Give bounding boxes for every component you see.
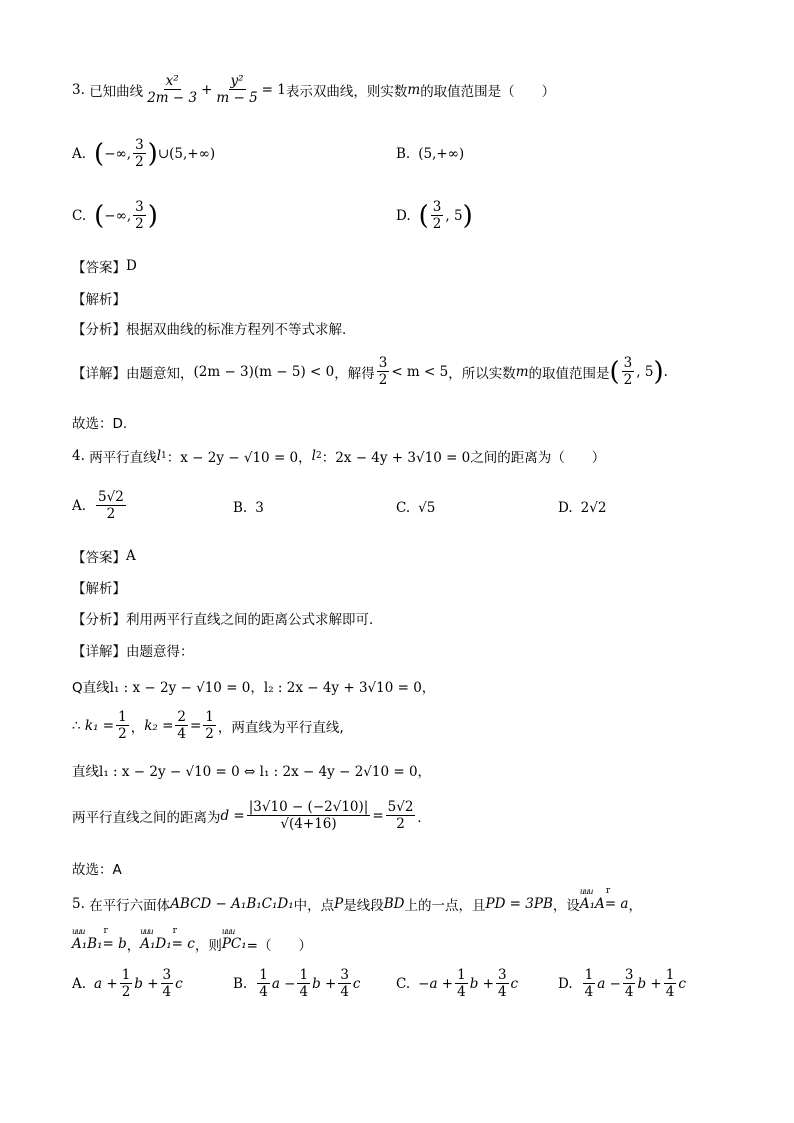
q5-option-a-f1-den: 2 — [121, 984, 131, 1001]
q3-fenxi-text: 根据双曲线的标准方程列不等式求解. — [126, 322, 347, 338]
q3-option-d-post: , 5 — [445, 207, 463, 224]
q4-option-a-frac — [96, 490, 126, 521]
q4-option-a-den: 2 — [106, 506, 116, 523]
q3-option-b[interactable] — [396, 146, 464, 162]
q4-step1-eq: l₁ : x − 2y − √10 = 0，l₂ : 2x − 4y + 3√10 = 0， — [109, 680, 436, 696]
q5-option-d-f1-den: 4 — [584, 984, 594, 1001]
paren-open: ( — [609, 356, 620, 387]
q3-detail-frac-num: 3 — [378, 355, 388, 371]
q3-option-d-frac — [431, 200, 444, 231]
paren-close: ) — [147, 138, 158, 169]
fenxi-tag: 【分析】 — [72, 322, 126, 338]
q5-option-d-t3: c — [678, 975, 686, 992]
q4-step2-pre: ∴ — [72, 717, 81, 734]
q3-stem-post: 表示双曲线，则实数 — [285, 83, 408, 100]
q5-option-a-f2 — [161, 968, 174, 999]
q3-stem — [72, 74, 734, 105]
q3-option-b-text: (5,+∞) — [418, 146, 465, 162]
q4-step4-den: √(4+16) — [280, 816, 337, 833]
q5-option-b-f2 — [297, 968, 310, 999]
q3-detail-res-post: , 5 — [636, 363, 654, 380]
q3-detail-res-frac — [622, 356, 635, 387]
q3-var-m: m — [407, 81, 421, 98]
q3-option-d-frac-den: 2 — [432, 216, 442, 233]
answer-tag: 【答案】 — [72, 550, 126, 566]
q4-detail — [72, 640, 734, 660]
q5-vec-pc1: uuu PC₁ — [222, 936, 247, 952]
q3-eq1: = 1 — [261, 81, 286, 98]
q4-answer-value: A — [126, 548, 136, 564]
q5-stem-line1 — [72, 894, 734, 914]
q4-option-d-label: D. — [558, 500, 573, 516]
q3-option-c[interactable] — [72, 200, 158, 231]
q3-option-a-post: ∪(5,+∞) — [157, 145, 216, 162]
q4-stem-end: 之间的距离为（ ） — [470, 450, 606, 466]
q5-option-b-t3: c — [352, 975, 361, 992]
q5-vec-a1b1: uuu A₁B₁ — [72, 936, 103, 952]
q4-step2-k1-frac — [116, 710, 129, 741]
q5-option-a-t3: c — [175, 975, 183, 992]
q5-option-d-f3 — [664, 968, 677, 999]
q5-option-a-label: A. — [72, 975, 87, 992]
q3-detail-range: < m < 5 — [391, 363, 449, 380]
q5-option-b-t2: b + — [312, 975, 337, 992]
q4-option-d-text: 2√2 — [580, 500, 607, 516]
q4-step2 — [72, 710, 734, 741]
q5-number: 5. — [72, 896, 85, 912]
q4-step4-end: ． — [417, 809, 431, 826]
q4-stem — [72, 446, 734, 466]
q5-stem-pre: 在平行六面体 — [89, 898, 171, 914]
q3-option-a-frac-num: 3 — [135, 137, 144, 153]
q3-option-a-pre: −∞, — [104, 145, 132, 162]
q4-step4-eq: = — [372, 807, 384, 824]
q5-pd: PD = 3PB — [485, 896, 553, 912]
q3-stem-end: 的取值范围是（ ） — [420, 83, 556, 100]
q4-option-a[interactable] — [72, 490, 128, 521]
q3-detail-res-num: 3 — [623, 355, 633, 371]
q5-option-c-t1: b + — [469, 975, 494, 992]
q4-step3-eq: l₁ : x − 2y − √10 = 0 ⇔ l₁ : 2x − 4y − 2√10 = 0， — [99, 764, 432, 780]
q4-l2-sub: 2 — [315, 451, 322, 461]
q3-stem-pre: 已知曲线 — [89, 83, 144, 100]
q4-option-b[interactable] — [233, 500, 264, 516]
q4-choose-text: 故选：A — [72, 862, 122, 878]
q3-choose — [72, 412, 734, 432]
q5-option-d-f1 — [583, 968, 596, 999]
q3-frac2-num: y² — [230, 73, 244, 89]
q4-option-c[interactable] — [396, 500, 435, 516]
q5-option-c-f2-num: 3 — [497, 967, 507, 983]
q4-detail-intro: 由题意得： — [126, 644, 194, 660]
q5-option-b-f2-num: 1 — [299, 967, 309, 983]
paren-close: ) — [147, 200, 158, 231]
q3-detail-mid: ，解得 — [334, 365, 375, 382]
q5-option-a-t1: a + — [94, 975, 118, 992]
q5-eq-c: r = c — [172, 936, 195, 952]
q3-frac1-den: 2m − 3 — [147, 90, 198, 107]
q4-step4-d: d = — [220, 807, 245, 824]
q4-step4-num: |3√10 − (−2√10)| — [248, 799, 369, 815]
q4-step2-k2b-frac — [203, 710, 216, 741]
q3-answer — [72, 256, 734, 276]
q3-detail-post: ，所以实数 — [448, 365, 516, 382]
q4-choose — [72, 858, 734, 878]
q5-option-d-label: D. — [558, 975, 573, 992]
q3-option-b-label: B. — [396, 146, 411, 162]
q3-analysis — [72, 288, 734, 308]
q5-stem-line2 — [72, 934, 734, 954]
q4-option-b-label: B. — [233, 500, 248, 516]
q4-step3 — [72, 760, 734, 780]
q5-option-b-t1: a − — [271, 975, 296, 992]
q4-fenxi-text: 利用两平行直线之间的距离公式求解即可． — [126, 612, 383, 628]
q5-option-c-label: C. — [396, 975, 411, 992]
q4-option-b-text: 3 — [255, 500, 264, 516]
q5-option-b-f1-den: 4 — [259, 984, 268, 1001]
q3-detail-pre: 由题意知， — [126, 365, 194, 382]
q5-option-b-f3-den: 4 — [340, 984, 349, 1001]
q4-step2-k2b-num: 1 — [205, 709, 214, 725]
q5-segment-bd: BD — [383, 896, 405, 912]
q4-step2-post: ，两直线为平行直线, — [217, 719, 344, 736]
q5-option-d-f2-den: 4 — [624, 984, 634, 1001]
q4-l2: l — [311, 448, 316, 464]
q5-stem-mid: 中，点 — [293, 898, 335, 914]
q5-option-a[interactable] — [72, 968, 183, 999]
q3-option-d[interactable] — [396, 200, 473, 231]
fenxi-tag: 【分析】 — [72, 612, 126, 628]
q5-option-a-f2-num: 3 — [162, 967, 172, 983]
q4-fenxi — [72, 608, 734, 628]
q5-option-d-t1: a − — [597, 975, 621, 992]
q3-option-c-frac — [133, 200, 146, 231]
paren-open: ( — [94, 200, 105, 231]
q5-stem-end: =（ ） — [246, 938, 312, 954]
q5-stem-mid2: 是线段 — [343, 898, 384, 914]
q5-option-d-f3-num: 1 — [665, 967, 675, 983]
q4-number: 4. — [72, 448, 85, 464]
q5-option-b-f1 — [257, 968, 270, 999]
q4-step2-k1-num: 1 — [118, 709, 127, 725]
q4-step1 — [72, 676, 734, 696]
q5-option-b-f3-num: 3 — [340, 967, 349, 983]
q5-option-c-f1 — [455, 968, 468, 999]
q3-frac1 — [145, 74, 199, 105]
q3-option-c-label: C. — [72, 207, 87, 224]
q5-option-a-t2: b + — [134, 975, 159, 992]
q3-option-a-frac — [133, 138, 146, 169]
q3-option-c-frac-den: 2 — [135, 216, 144, 233]
q5-option-d-f1-num: 1 — [584, 967, 594, 983]
q5-body: ABCD − A₁B₁C₁D₁ — [170, 896, 294, 912]
q3-option-a[interactable] — [72, 138, 215, 169]
q5-vec-a1a: uuu A₁A — [580, 896, 605, 912]
q3-detail-frac — [377, 356, 390, 387]
q3-detail-m: m — [515, 363, 529, 380]
q4-l1-sub: 1 — [161, 451, 167, 461]
q4-step4-pre: 两平行直线之间的距离为 — [72, 809, 221, 826]
paren-open: ( — [94, 138, 105, 169]
q4-option-c-label: C. — [396, 500, 411, 516]
q3-option-d-frac-num: 3 — [432, 199, 442, 215]
q4-step4 — [72, 800, 734, 831]
q3-detail: 【详解】 由题意知， (2m − 3)(m − 5) < 0 ，解得 $\frac{3}{2}$ < m < 5 ，所以实数 m 的取值范围是 ( $\frac{3}{2}$ , 5 ) . — [72, 355, 668, 389]
q5-option-c[interactable] — [396, 968, 518, 999]
q5-option-c-f2 — [496, 968, 509, 999]
q3-option-a-label: A. — [72, 145, 87, 162]
q5-point-p: P — [334, 896, 344, 912]
q3-detail-end: 的取值范围是 — [528, 365, 610, 382]
q4-stem-pre: 两平行直线 — [89, 450, 157, 466]
q3-answer-value: D — [126, 258, 137, 274]
q5-option-d[interactable] — [558, 968, 686, 999]
q3-option-a-frac-den: 2 — [135, 154, 144, 171]
q3-frac1-num: x² — [165, 73, 179, 89]
q4-step2-k2-den: 4 — [177, 726, 186, 743]
q5-comma: ， — [628, 898, 642, 914]
q5-option-a-f1-num: 1 — [121, 967, 131, 983]
q5-option-c-t0: −a + — [418, 975, 454, 992]
q3-option-d-label: D. — [396, 207, 411, 224]
q4-step4-res-den: 2 — [396, 816, 405, 833]
q5-option-d-f2 — [623, 968, 636, 999]
q3-frac2-den: m − 5 — [216, 90, 258, 107]
q4-option-a-num: 5√2 — [98, 489, 124, 505]
q3-frac2 — [214, 74, 259, 105]
q4-option-d[interactable] — [558, 500, 606, 516]
q3-option-c-frac-num: 3 — [135, 199, 144, 215]
q5-option-c-t2: c — [510, 975, 519, 992]
analysis-tag: 【解析】 — [72, 292, 126, 308]
q3-detail-frac-den: 2 — [378, 372, 388, 389]
q4-step2-k2-frac — [175, 710, 188, 741]
q4-step2-eq: = — [189, 717, 202, 734]
q4-step4-res-frac — [386, 800, 416, 831]
q3-detail-ineq: (2m − 3)(m − 5) < 0 — [193, 363, 335, 380]
q5-stem-then: ，则 — [194, 938, 222, 954]
q4-step2-k1: k₁ = — [84, 717, 115, 734]
q4-step1-pre: Q直线 — [72, 680, 110, 696]
q3-plus: + — [201, 81, 213, 98]
q5-vec-a1d1: uuu A₁D₁ — [140, 936, 171, 952]
q3-option-c-pre: −∞, — [104, 207, 132, 224]
q4-l2-eq: ：2x − 4y + 3√10 = 0 — [321, 450, 471, 466]
q5-option-d-f2-num: 3 — [624, 967, 634, 983]
q5-option-c-f2-den: 4 — [497, 984, 507, 1001]
q4-step2-k1-den: 2 — [118, 726, 127, 743]
q4-step2-k2: k₂ = — [144, 717, 174, 734]
q5-option-d-t2: b + — [637, 975, 662, 992]
q4-step4-frac — [247, 800, 371, 831]
paren-close: ) — [462, 200, 473, 231]
q5-option-a-f1 — [120, 968, 133, 999]
q5-option-b-f3 — [338, 968, 351, 999]
q3-detail-res-den: 2 — [623, 372, 633, 389]
q5-option-a-f2-den: 4 — [162, 984, 172, 1001]
q5-option-c-f1-den: 4 — [457, 984, 466, 1001]
q5-option-b-label: B. — [233, 975, 248, 992]
q5-stem-mid4: ，设 — [552, 898, 580, 914]
q4-step2-k2b-den: 2 — [205, 726, 214, 743]
q4-step2-k2-num: 2 — [177, 709, 186, 725]
q5-comma: ， — [126, 938, 141, 954]
paren-open: ( — [418, 200, 429, 231]
q4-option-a-label: A. — [72, 497, 87, 514]
q3-number: 3. — [72, 81, 85, 98]
q4-step2-comma: ， — [130, 719, 145, 736]
q5-stem-mid3: 上的一点，且 — [404, 898, 486, 914]
q5-eq-b: r = b — [103, 936, 127, 952]
q4-step4-res-num: 5√2 — [387, 799, 414, 815]
q4-l1-eq: ：x − 2y − √10 = 0， — [166, 450, 312, 466]
paren-close: ) — [653, 356, 664, 387]
q5-option-b[interactable] — [233, 968, 360, 999]
q5-option-d-f3-den: 4 — [665, 984, 675, 1001]
detail-tag: 【详解】 — [72, 365, 126, 382]
q5-eq-a: r = a — [605, 896, 629, 912]
analysis-tag: 【解析】 — [72, 581, 126, 597]
q4-step3-pre: 直线 — [72, 764, 99, 780]
q5-option-b-f1-num: 1 — [259, 967, 268, 983]
q3-choose-text: 故选：D. — [72, 416, 128, 432]
q4-l1: l — [156, 448, 162, 464]
q5-option-b-f2-den: 4 — [299, 984, 309, 1001]
detail-tag: 【详解】 — [72, 644, 126, 660]
q3-fenxi — [72, 318, 734, 338]
answer-tag: 【答案】 — [72, 260, 126, 276]
q4-answer — [72, 546, 734, 566]
q4-analysis — [72, 577, 734, 597]
q4-option-c-text: √5 — [418, 500, 436, 516]
q5-option-c-f1-num: 1 — [457, 967, 466, 983]
